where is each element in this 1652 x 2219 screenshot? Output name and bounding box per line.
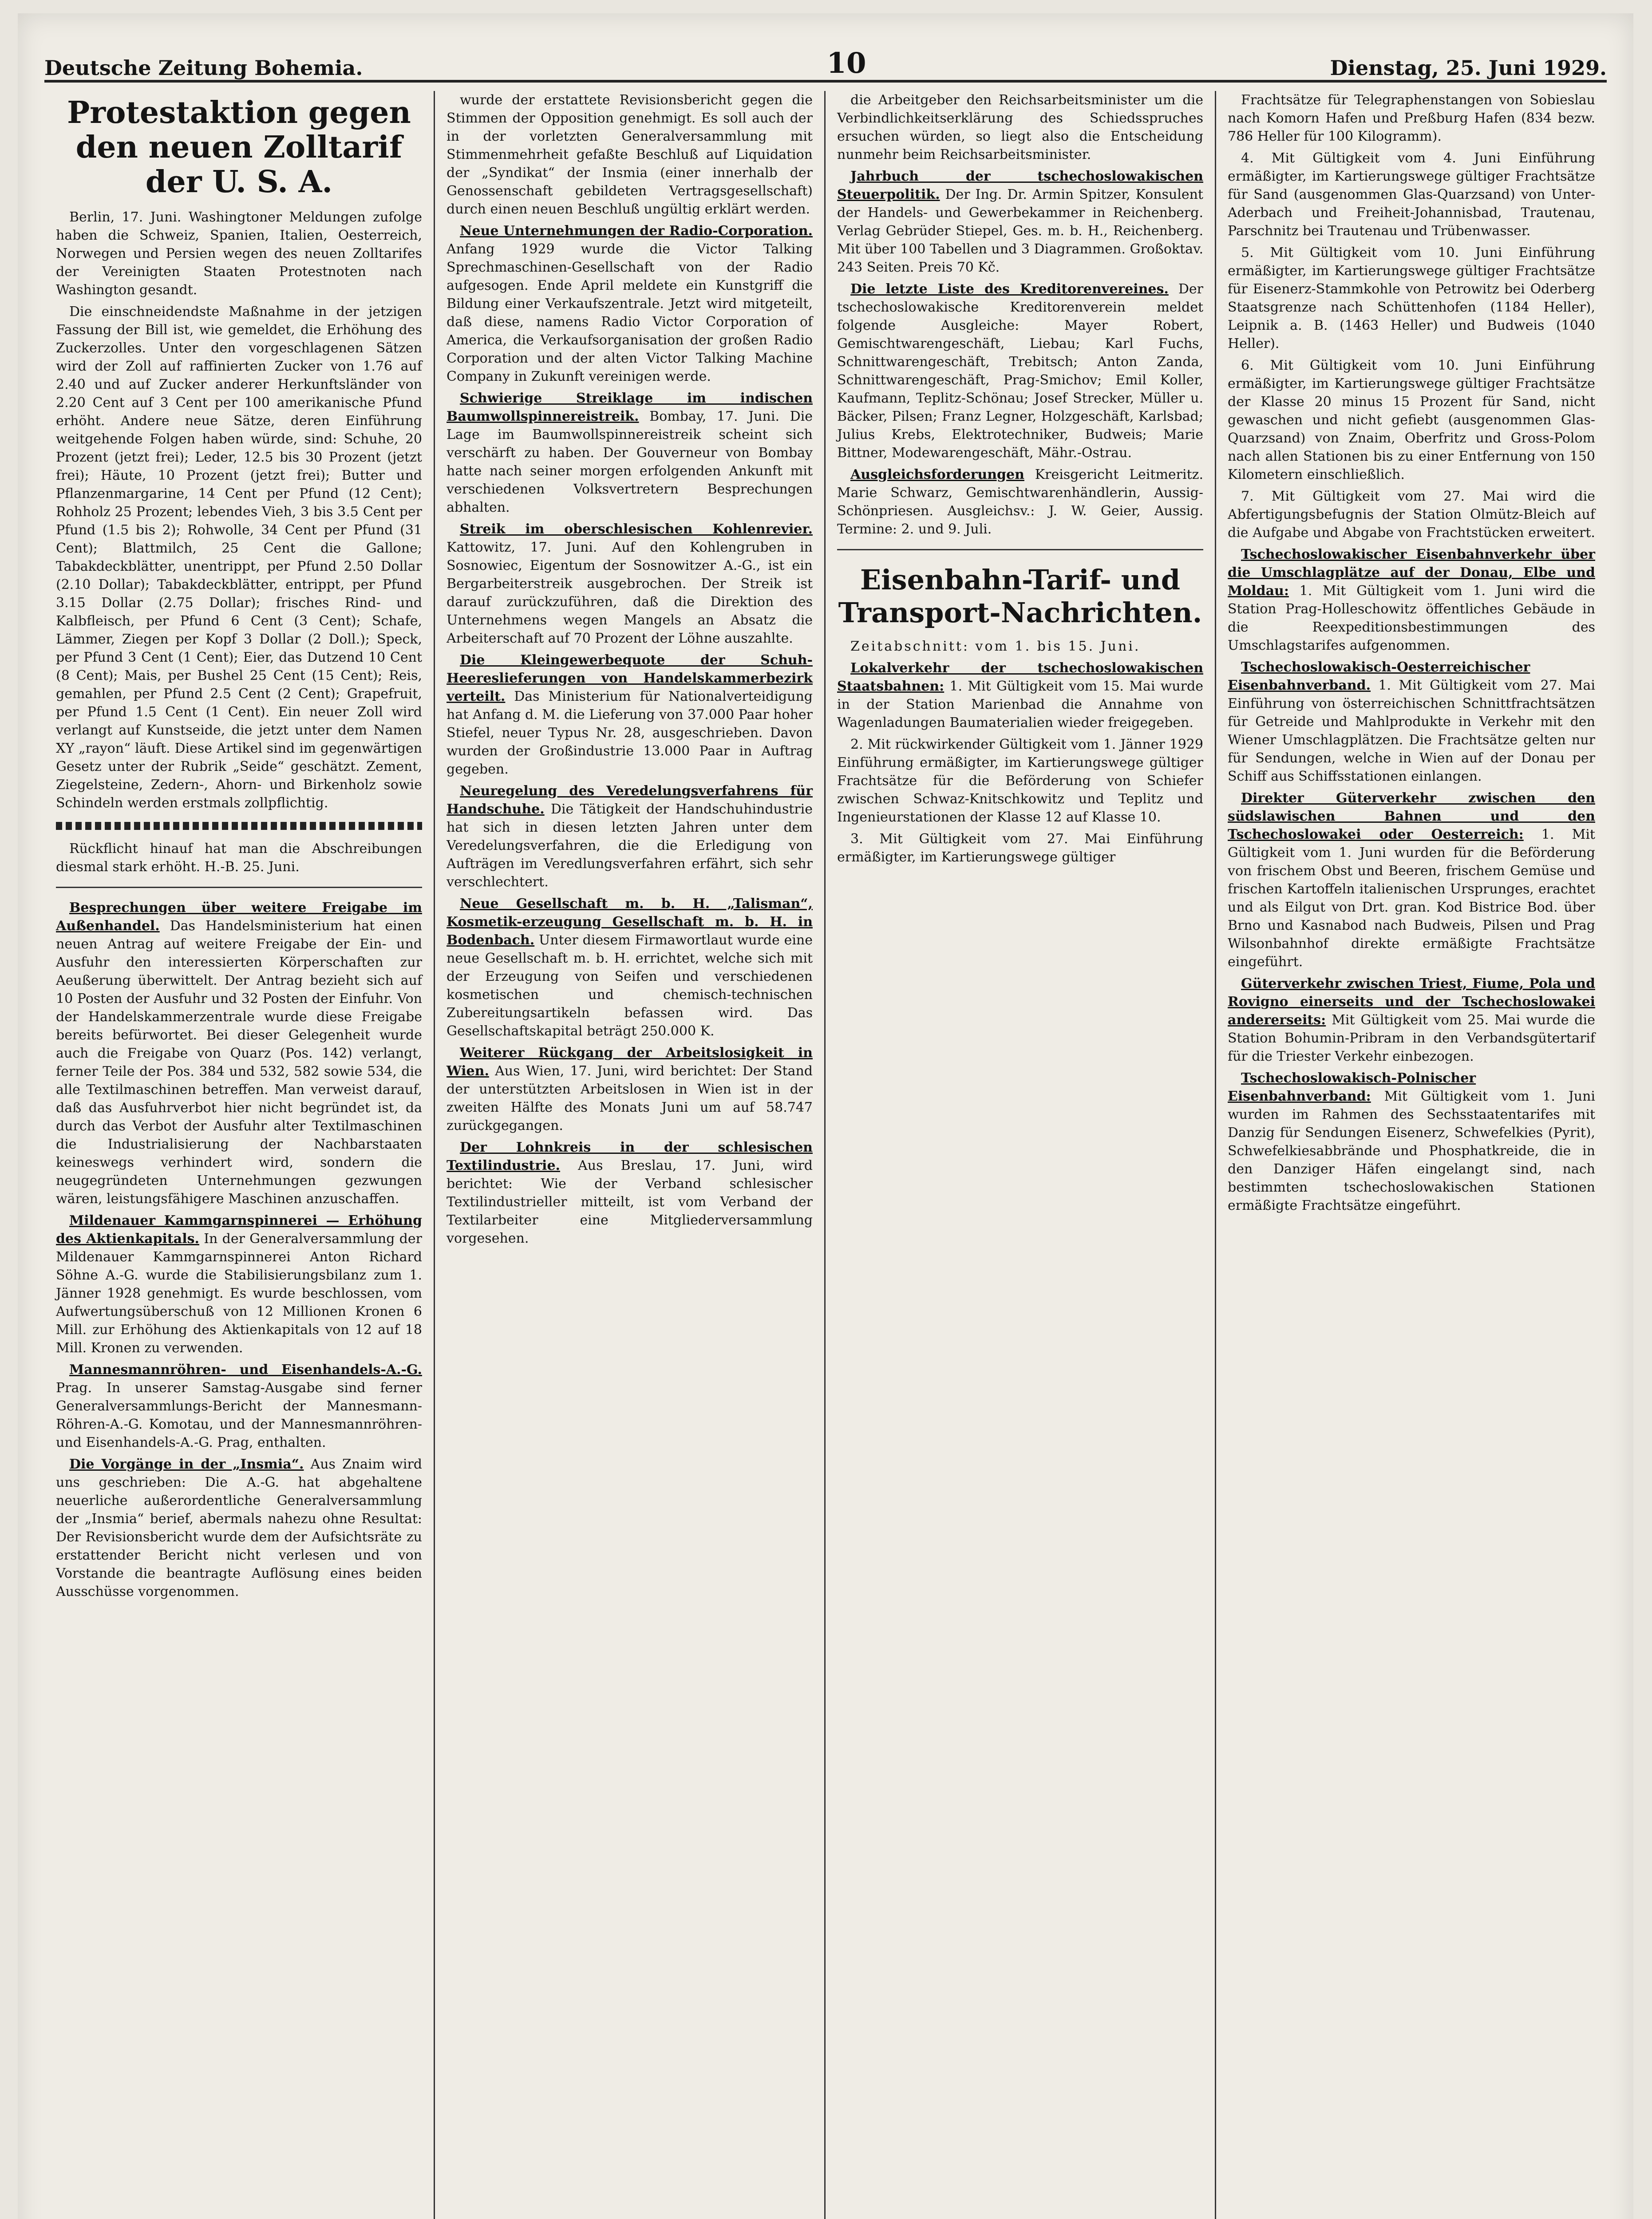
decorative-rule xyxy=(56,822,422,830)
section-text: Das Handelsministerium hat einen neuen Antrag auf weitere Freigabe der Ein- und Ausfuhr den interessierten Körperschaften zur Aeußerung überwittelt. Der Antrag bezieht sich auf 10 Posten der Ausfuhr und 32 Posten der Einfuhr. Von der Handelskammerzentrale wurde diese Freigabe bereits befürwortet. Bei dieser Gelegenheit wurde auch die Freigabe von Quarz (Pos. 142) verlangt, ferner Teile der Pos. 384 und 532, 582 sowie 534, die alle Textilmaschinen betreffen. Man verweist darauf, daß das Ausfuhrverbot hier nicht begründet ist, da durch das Verbot der Ausfuhr alter Textilmaschinen die Industrialisierung der Nachbarstaaten keineswegs verhindert wird, sondern die neugegründeten Unternehmungen gezwungen wären, leistungsfähigere Maschinen anzuschaffen. xyxy=(56,918,422,1207)
section-title: Tschechoslowakisch-Polnischer Eisenbahnverband: xyxy=(1228,1070,1476,1104)
section-title: Neue Gesellschaft m. b. H. „Talisman“, Kosmetik-erzeugung Gesellschaft m. b. H. in Bodenbach. xyxy=(447,896,813,948)
issue-date: Dienstag, 25. Juni 1929. xyxy=(1330,56,1607,80)
section-text: 1. Mit Gültigkeit vom 1. Juni wurden für die Beförderung von frischem Obst und Beeren, frischem Gemüse und frischen Kartoffeln italienischen Ursprunges, erachtet und als Eilgut von Drt. gran. Kod Bistrice Bod. über Brno und Kasnabod nach Budweis, Pilsen und Prag Wilsonbahnhof direkte ermäßigte Frachtsätze eingeführt. xyxy=(1228,827,1595,970)
section-text: 1. Mit Gültigkeit vom 15. Mai wurde in der Station Marienbad die Annahme von Wagenladungen Baumaterialien wieder freigegeben. xyxy=(837,679,1203,730)
section-title: Jahrbuch der tschechoslowakischen Steuerpolitik. xyxy=(837,169,1203,202)
section-title: Tschechoslowakisch-Oesterreichischer Eisenbahnverband. xyxy=(1228,659,1530,693)
article-paragraph: Frachtsätze für Telegraphenstangen von Sobieslau nach Komorn Hafen und Preßburg Hafen (834 bezw. 786 Heller für 100 Kilogramm). xyxy=(1228,92,1595,144)
section-text: Anfang 1929 wurde die Victor Talking Sprechmaschinen-Gesellschaft von der Radio aufgesogen. Ende April meldete ein Kunstgriff die Bildung einer Verkaufszentrale. Jetzt wird mitgeteilt, daß diese, namens Radio Victor Corporation of America, die Verkaufsorganisation der großen Radio Corporation und der alten Victor Talking Machine Company in Zukunft vereinigen werde. xyxy=(447,241,813,384)
section-text: 1. Mit Gültigkeit vom 1. Juni wird die Station Prag-Holleschowitz öffentliches Gebäude in die Reexpeditionsbestimmungen des Umschlagstarifes aufgenommen. xyxy=(1228,583,1595,653)
article-paragraph: 5. Mit Gültigkeit vom 10. Juni Einführung ermäßigter, im Kartierungswege gültiger Frachtsätze für Eisenerz-Stammkohle von Petrowitz bei Oderberg Staatsgrenze nach Schüttenhofen (1184 Heller), Leipnik a. B. (1463 Heller) und Budweis (1040 Heller). xyxy=(1228,245,1595,351)
section-text: Der tschechoslowakische Kreditorenverein meldet folgende Ausgleiche: Mayer Robert, Gemischtwarengeschäft, Liebau; Karl Fuchs, Schnittwarengeschäft, Trebitsch; Anton Zanda, Schnittwarengeschäft, Prag-Smichov; Emil Koller, Kaufmann, Teplitz-Schönau; Josef Strecker, Müller u. Bäcker, Pilsen; Franz Legner, Holzgeschäft, Karlsbad; Julius Krebs, Elektrotechniker, Budweis; Marie Bittner, Modewarengeschäft, Mähr.-Ostrau. xyxy=(837,281,1203,461)
section-title: Direkter Güterverkehr zwischen den südslawischen Bahnen und den Tschechoslowakei oder Oesterreich: xyxy=(1228,790,1595,842)
section-text: Mit Gültigkeit vom 25. Mai wurde die Station Bohumin-Pribram in den Verbandsgütertarif für die Triester Verkehr einbezogen. xyxy=(1228,1012,1595,1064)
page-header xyxy=(44,31,1607,83)
article-paragraph: 7. Mit Gültigkeit vom 27. Mai wird die Abfertigungsbefugnis der Station Olmütz-Bleich auf die Aufgabe und Abgabe von Frachtstücken erweitert. xyxy=(1228,489,1595,541)
section-title: Neuregelung des Veredelungsverfahrens für Handschuhe. xyxy=(447,783,813,817)
section-title: Mannesmannröhren- und Eisenhandels-A.-G. xyxy=(69,1362,422,1378)
article-paragraph: 4. Mit Gültigkeit vom 4. Juni Einführung ermäßigter, im Kartierungswege gültiger Frachtsätze für Sand (ausgenommen Glas-Quarzsand) von Unter-Aderbach und Freiheit-Johannisbad, Trautenau, Parschnitz bei Trautenau und Trübenwasser. xyxy=(1228,150,1595,239)
article-paragraph: 3. Mit Gültigkeit vom 27. Mai Einführung ermäßigter, im Kartierungswege gültiger xyxy=(837,831,1203,865)
section-text: Bombay, 17. Juni. Die Lage im Baumwollspinnereistreik scheint sich verschärft zu haben. Der Gouverneur von Bombay hatte nach seiner morgen erfolgenden Ankunft mit verschiedenen Volksvertretern Besprechungen abhalten. xyxy=(447,409,813,515)
subheadline: Zeitabschnitt: vom 1. bis 15. Juni. xyxy=(850,639,1141,654)
section-text: Prag. In unserer Samstag-Ausgabe sind ferner Generalversammlungs-Bericht der Mannesmann-Röhren-A.-G. Komotau, und der Mannesmannröhren- und Eisenhandels-A.-G. Prag, enthalten. xyxy=(56,1380,422,1450)
section-title: Güterverkehr zwischen Triest, Fiume, Pola und Rovigno einerseits und der Tschechoslowakei andererseits: xyxy=(1228,976,1595,1028)
separator-line xyxy=(56,887,422,888)
article-paragraph: 6. Mit Gültigkeit vom 10. Juni Einführung ermäßigter, im Kartierungswege gültiger Frachtsätze der Klasse 20 minus 15 Prozent für Sand, nicht gewaschen und nicht gefiebt (ausgenommen Glas-Quarzsand) von Znaim, Oberfritz und Gross-Polom nach allen Stationen bis zu einer Entfernung von 150 Kilometern einschließlich. xyxy=(1228,358,1595,482)
section-title: Die Kleingewerbequote der Schuh-Heereslieferungen von Handelskammerbezirk verteilt. xyxy=(447,652,813,704)
section-text: Aus Wien, 17. Juni, wird berichtet: Der Stand der unterstützten Arbeitslosen in Wien ist in der zweiten Hälfte des Monats Juni um auf 58.747 zurückgegangen. xyxy=(447,1063,813,1133)
newspaper-name: Deutsche Zeitung Bohemia. xyxy=(44,56,363,80)
section-title: Neue Unternehmungen der Radio-Corporation. xyxy=(460,223,813,239)
section-title: Mildenauer Kammgarnspinnerei — Erhöhung des Aktienkapitals. xyxy=(56,1213,422,1247)
section-text: Unter diesem Firmawortlaut wurde eine neue Gesellschaft m. b. H. errichtet, welche sich mit der Erzeugung von Seifen und verschiedenen kosmetischen und chemisch-technischen Zubereitungsartikeln befassen wird. Das Gesellschaftskapital beträgt 250.000 K. xyxy=(447,932,813,1039)
section-text: 1. Mit Gültigkeit vom 27. Mai Einführung von österreichischen Schnittfrachtsätzen für Getreide und Mahlprodukte in Verkehr mit den Wiener Umschlagplätzen. Die Frachtsätze gelten nur für Sendungen, welche in Wien auf der Donau per Schiff aus Schiffsstationen einlangen. xyxy=(1228,678,1595,784)
column-2 xyxy=(435,91,826,2219)
section-text: In der Generalversammlung der Mildenauer Kammgarnspinnerei Anton Richard Söhne A.-G. wurde die Stabilisierungsbilanz zum 1. Jänner 1928 genehmigt. Es wurde beschlossen, vom Aufwertungsüberschuß von 12 Millionen Kronen 6 Mill. zur Erhöhung des Aktienkapitals von 12 auf 18 Mill. Kronen zu verwenden. xyxy=(56,1231,422,1356)
article-paragraph: Rückflicht hinauf hat man die Abschreibungen diesmal stark erhöht. H.-B. 25. Juni. xyxy=(56,841,422,875)
section-title: Die Vorgänge in der „Insmia“. xyxy=(69,1457,304,1472)
headline-railway: Eisenbahn-Tarif- und Transport-Nachrichten. xyxy=(838,564,1202,629)
article-paragraph: Berlin, 17. Juni. Washingtoner Meldungen zufolge haben die Schweiz, Spanien, Italien, Oesterreich, Norwegen und Persien wegen des neuen Zolltarifes der Vereinigten Staaten Protestnoten nach Washington gesandt. xyxy=(56,209,422,298)
section-text: Das Ministerium für Nationalverteidigung hat Anfang d. M. die Lieferung von 37.000 Paar hoher Stiefel, neuer Typus Nr. 28, ausgeschrieben. Davon wurden der Großindustrie 13.000 Paar in Auftrag gegeben. xyxy=(447,689,813,777)
section-title: Die letzte Liste des Kreditorenvereines. xyxy=(850,281,1169,297)
section-text: Die Tätigkeit der Handschuhindustrie hat sich in diesen letzten Jahren unter dem Veredelungsverfahren, die die Erledigung von Aufträgen im Veredlungsverfahren erfährt, sich sehr verschlechtert. xyxy=(447,802,813,890)
section-text: Der Ing. Dr. Armin Spitzer, Konsulent der Handels- und Gewerbekammer in Reichenberg. Verlag Gebrüder Stiepel, Ges. m. b. H., Reichenberg. Mit über 100 Tabellen und 3 Diagrammen. Großoktav. 243 Seiten. Preis 70 Kč. xyxy=(837,187,1203,275)
column-1 xyxy=(44,91,435,2219)
article-paragraph: 2. Mit rückwirkender Gültigkeit vom 1. Jänner 1929 Einführung ermäßigter, im Kartierungswege gültiger Frachtsätze für die Beförderung von Schiefer zwischen Schwaz-Knitschkowitz und Teplitz und Ingenieurstationen der Klasse 12 auf Klasse 10. xyxy=(837,737,1203,825)
section-text: Aus Breslau, 17. Juni, wird berichtet: Wie der Verband schlesischer Textilindustrieller mitteilt, ist vom Verband der Textilarbeiter eine Mitgliederversammlung vorgesehen. xyxy=(447,1158,813,1246)
separator-line xyxy=(837,549,1203,550)
article-paragraph: Die einschneidendste Maßnahme in der jetzigen Fassung der Bill ist, wie gemeldet, die Erhöhung des Zuckerzolles. Unter den vorgeschlagenen Sätzen wird der Zoll auf raffinierten Zucker von 1.76 auf 2.40 und auf Zucker anderer Herkunftsländer von 2.20 Cent auf 3 Cent per 100 amerikanische Pfund erhöht. Andere neue Sätze, deren Einführung weitgehende Folgen haben würde, sind: Schuhe, 20 Prozent (jetzt frei); Leder, 12.5 bis 30 Prozent (jetzt frei); Häute, 10 Prozent (jetzt frei); Butter und Pflanzenmargarine, 14 Cent per Pfund (12 Cent); Rohholz 25 Prozent; lebendes Vieh, 3 bis 3.5 Cent per Pfund (1.5 bis 2); Rohwolle, 34 Cent per Pfund (31 Cent); Blattmilch, 25 Cent die Gallone; Tabakdeckblätter, unentrippt, per Pfund 2.50 Dollar (2.10 Dollar); Tabakdeckblätter, entrippt, per Pfund 3.15 Dollar (2.75 Dollar); frisches Rind- und Kalbfleisch, per Pfund 6 Cent (3 Cent); Schafe, Lämmer, Ziegen per Kopf 3 Dollar (2 Doll.); Speck, per Pfund 3 Cent (1 Cent); Eier, das Dutzend 10 Cent (8 Cent); Mais, per Bushel 25 Cent (15 Cent); Reis, gemahlen, per Pfund 2.5 Cent (2 Cent); Grapefruit, per Pfund 1.5 Cent (1 Cent). Ein neuer Zoll wird verlangt auf Kunstseide, die jetzt unter dem Namen XY „rayon“ läuft. Diese Artikel sind im gegenwärtigen Gesetz unter der Rubrik „Seide“ geschätzt. Zement, Ziegelsteine, Zedern-, Ahorn- und Birkenholz sowie Schindeln werden erstmals zollpflichtig. xyxy=(56,304,422,811)
section-title: Lokalverkehr der tschechoslowakischen Staatsbahnen: xyxy=(837,660,1203,694)
section-title: Besprechungen über weitere Freigabe im Außenhandel. xyxy=(56,900,422,934)
section-title: Weiterer Rückgang der Arbeitslosigkeit in Wien. xyxy=(447,1045,813,1079)
section-title: Der Lohnkreis in der schlesischen Textilindustrie. xyxy=(447,1140,813,1173)
section-text: Kattowitz, 17. Juni. Auf den Kohlengruben in Sosnowiec, Eigentum der Sosnowitzer A.-G., ist ein Bergarbeiterstreik ausgebrochen. Der Streik ist darauf zurückzuführen, daß die Direktion des Unternehmens wegen Mangels an Absatz die Arbeiterschaft auf 70 Prozent der Löhne auszahlte. xyxy=(447,540,813,646)
section-text: Aus Znaim wird uns geschrieben: Die A.-G. hat abgehaltene neuerliche außerordentliche Generalversammlung der „Insmia“ berief, abermals nahezu ohne Resultat: Der Revisionsbericht wurde dem der Aufsichtsräte zu erstattender Bericht nicht verlesen und von Vorstande die beantragte Auflösung eines beiden Ausschüsse vorgenommen. xyxy=(56,1457,422,1599)
page-number: 10 xyxy=(826,47,866,80)
section-title: Ausgleichsforderungen xyxy=(850,467,1024,482)
column-4 xyxy=(1216,91,1607,2219)
column-3 xyxy=(826,91,1216,2219)
section-text: Kreisgericht Leitmeritz. Marie Schwarz, Gemischtwarenhändlerin, Aussig-Schönpriesen. Ausgleichsv.: J. W. Geier, Aussig. Termine: 2. und 9. Juli. xyxy=(837,467,1203,537)
section-title: Schwierige Streiklage im indischen Baumwollspinnereistreik. xyxy=(447,391,813,424)
article-paragraph: wurde der erstattete Revisionsbericht gegen die Stimmen der Opposition genehmigt. Es soll auch der in der vorletzten Generalversammlung mit Stimmenmehrheit gefaßte Beschluß auf Liquidation der „Syndikat“ der Insmia (einer innerhalb der Genossenschaft gebildeten Vertragsgesellschaft) durch einen neuen Beschluß ungültig erklärt werden. xyxy=(447,92,813,217)
section-title: Streik im oberschlesischen Kohlenrevier. xyxy=(460,521,813,537)
section-text: Mit Gültigkeit vom 1. Juni wurden im Rahmen des Sechsstaatentarifes mit Danzig für Sendungen Eisenerz, Schwefelkies (Pyrit), Schwefelkiesabbrände und Phosphatkreide, die in den Danziger Häfen eingelangt sind, nach bestimmten tschechoslowakischen Stationen ermäßigte Frachtsätze eingeführt. xyxy=(1228,1089,1595,1213)
article-paragraph: die Arbeitgeber den Reichsarbeitsminister um die Verbindlichkeitserklärung des Schiedsspruches ersuchen würden, so liegt also die Entscheidung nunmehr beim Reichsarbeitsminister. xyxy=(837,92,1203,162)
section-title: Tschechoslowakischer Eisenbahnverkehr über die Umschlagplätze auf der Donau, Elbe und Moldau: xyxy=(1228,547,1595,599)
newspaper-page xyxy=(18,13,1633,2219)
headline-protest: Protestaktion gegen den neuen Zolltarif der U. S. A. xyxy=(67,95,411,200)
